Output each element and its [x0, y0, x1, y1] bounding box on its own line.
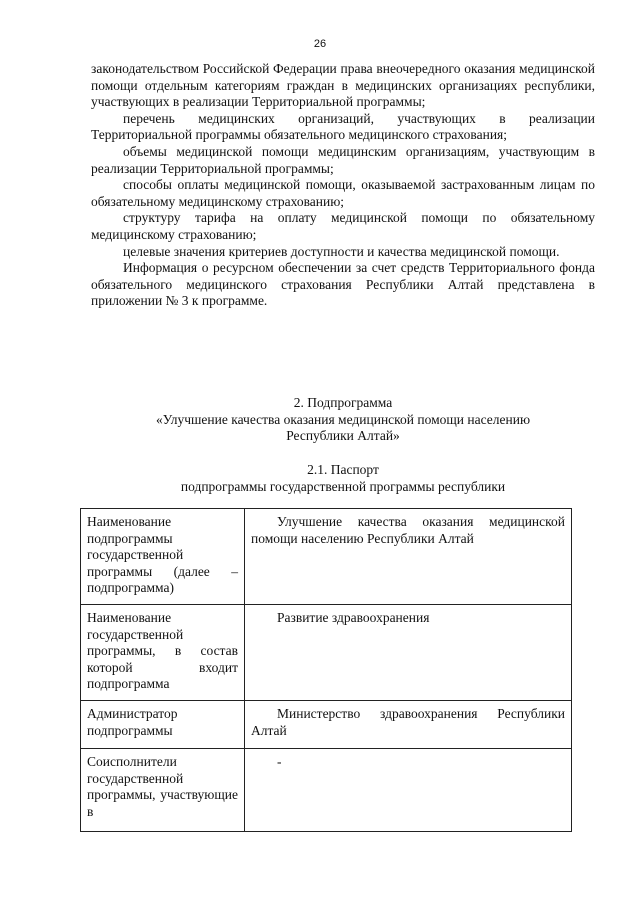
paragraph: целевые значения критериев доступности и качества медицинской помощи. [123, 243, 560, 259]
page-number: 26 [313, 38, 327, 50]
table-label-cell: Наименование подпрограммы государственной программы (далее – подпрограмма) [81, 509, 245, 605]
table-value-cell: Улучшение качества оказания медицинской помощи населению Республики Алтай [245, 509, 572, 605]
paragraph: законодательством Российской Федерации права внеочередного оказания медицинской помощи отдельным категориям граждан в медицинских организациях республики, участвующих в реализации Территориальной программы; [91, 61, 595, 110]
section-name-line: «Улучшение качества оказания медицинской помощи населению [155, 411, 531, 427]
paragraph: объемы медицинской помощи медицинским организациям, участвующим в реализации Территориальной программы; [91, 143, 595, 176]
paragraph: Информация о ресурсном обеспечении за счет средств Территориального фонда обязательного медицинского страхования Республики Алтай представлена в приложении № 3 к программе. [91, 260, 595, 309]
passport-heading: 2.1. Паспорт [307, 462, 379, 477]
section-title [91, 395, 595, 445]
table-row [81, 701, 572, 749]
table-label-cell: Администратор подпрограммы [81, 701, 245, 749]
paragraph: способы оплаты медицинской помощи, оказываемой застрахованным лицам по обязательному медицинскому страхованию; [91, 177, 595, 209]
table-row [81, 605, 572, 701]
table-value-cell: Министерство здравоохранения Республики Алтай [245, 701, 572, 749]
table-row [81, 749, 572, 832]
paragraph: структуру тарифа на оплату медицинской помощи по обязательному медицинскому страхованию; [91, 210, 595, 242]
section-number-title: 2. Подпрограмма [293, 395, 393, 410]
passport-table [80, 508, 572, 832]
passport-subheading: подпрограммы государственной программы республики [180, 478, 506, 494]
table-row [81, 509, 572, 605]
body-text [91, 61, 595, 310]
table-label-cell: Наименование государственной программы, в состав которой входит подпрограмма [81, 605, 245, 701]
section-name-line: Республики Алтай» [286, 428, 400, 444]
table-value-cell: - [245, 749, 572, 832]
table-value-cell: Развитие здравоохранения [245, 605, 572, 701]
paragraph: перечень медицинских организаций, участвующих в реализации Территориальной программы обязательного медицинского страхования; [91, 110, 595, 143]
table-label-cell: Соисполнители государственной программы, участвующие в [81, 749, 245, 832]
passport-title [91, 462, 595, 495]
